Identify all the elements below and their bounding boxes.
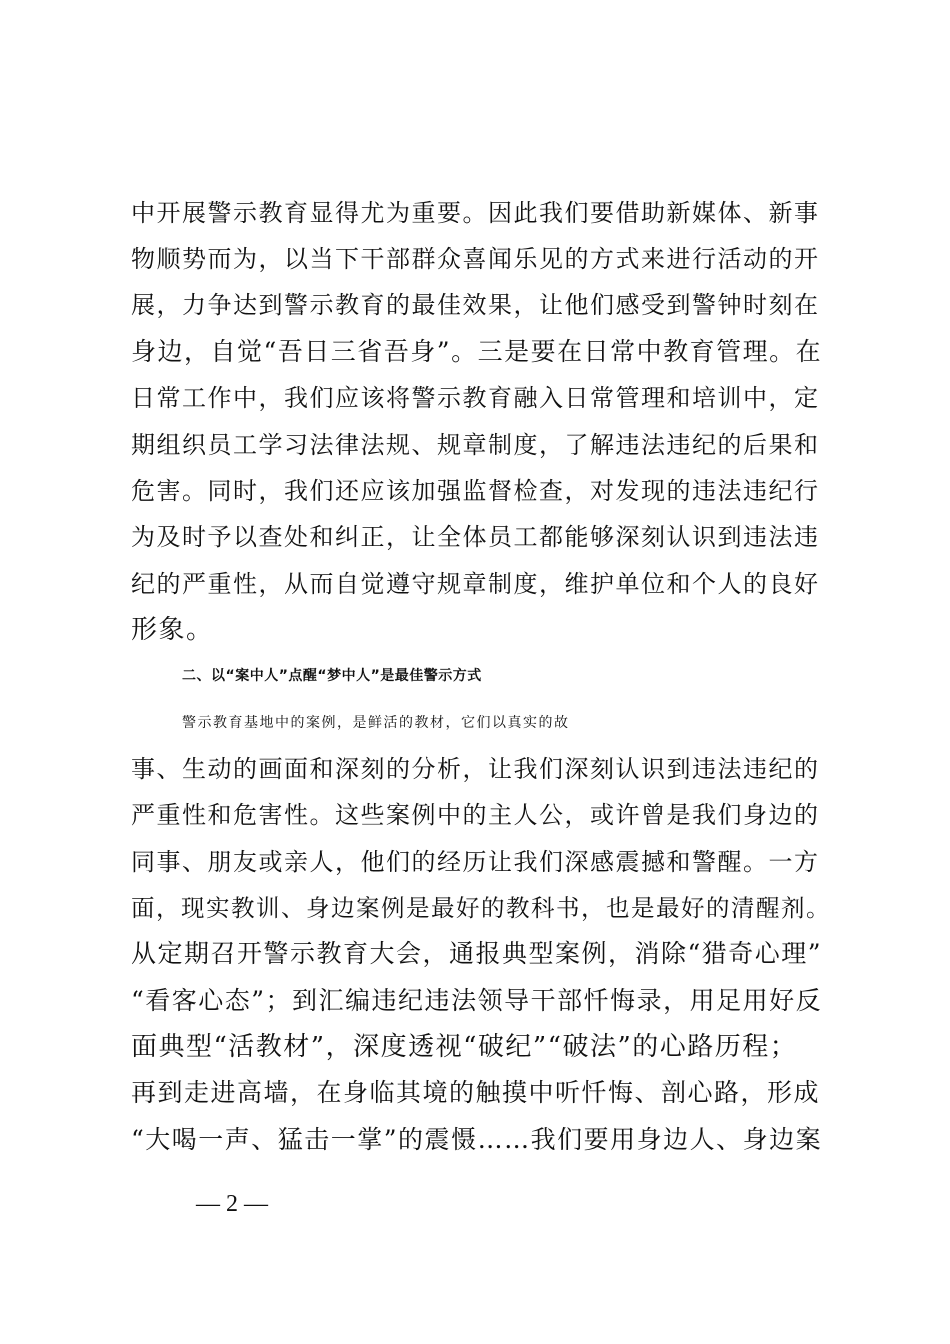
body-line: 为及时予以查处和纠正，让全体员工都能够深刻认识到违法违 (131, 523, 820, 551)
body-line: “看客心态”；到汇编违纪违法领导干部忏悔录，用足用好反 (131, 986, 823, 1015)
body-line: 身边，自觉“吾日三省吾身”。三是要在日常中教育管理。在 (131, 337, 823, 366)
body-line: 纪的严重性，从而自觉遵守规章制度，维护单位和个人的良好 (131, 570, 820, 598)
body-line: 面，现实教训、身边案例是最好的教科书，也是最好的清醒剂。 (131, 894, 831, 922)
body-line: 期组织员工学习法律法规、规章制度，了解违法违纪的后果和 (131, 431, 820, 459)
body-line: “大喝一声、猛击一掌”的震慑……我们要用身边人、身边案 (131, 1125, 823, 1154)
body-line: 中开展警示教育显得尤为重要。因此我们要借助新媒体、新事 (131, 199, 820, 227)
body-line: 严重性和危害性。这些案例中的主人公，或许曾是我们身边的 (131, 801, 820, 829)
body-line: 日常工作中，我们应该将警示教育融入日常管理和培训中，定 (131, 384, 820, 412)
body-line: 警示教育基地中的案例，是鲜活的教材，它们以真实的故 (182, 715, 570, 731)
body-line: 事、生动的画面和深刻的分析，让我们深刻认识到违法违纪的 (131, 755, 820, 783)
body-line: 形象。 (131, 615, 214, 645)
body-line: 同事、朋友或亲人，他们的经历让我们深感震撼和警醒。一方 (131, 848, 820, 876)
page-number: — 2 — (196, 1191, 268, 1217)
body-line: 从定期召开警示教育大会，通报典型案例，消除“猎奇心理” (131, 939, 823, 968)
body-line: 面典型“活教材”，深度透视“破纪”“破法”的心路历程； (131, 1032, 798, 1062)
body-line: 再到走进高墙，在身临其境的触摸中听忏悔、剖心路，形成 (131, 1078, 821, 1107)
body-line: 展，力争达到警示教育的最佳效果，让他们感受到警钟时刻在 (131, 291, 820, 319)
body-line: 危害。同时，我们还应该加强监督检查，对发现的违法违纪行 (131, 477, 820, 505)
body-line: 物顺势而为，以当下干部群众喜闻乐见的方式来进行活动的开 (131, 245, 820, 273)
section-heading: 二、以“案中人”点醒“梦中人”是最佳警示方式 (182, 668, 482, 684)
